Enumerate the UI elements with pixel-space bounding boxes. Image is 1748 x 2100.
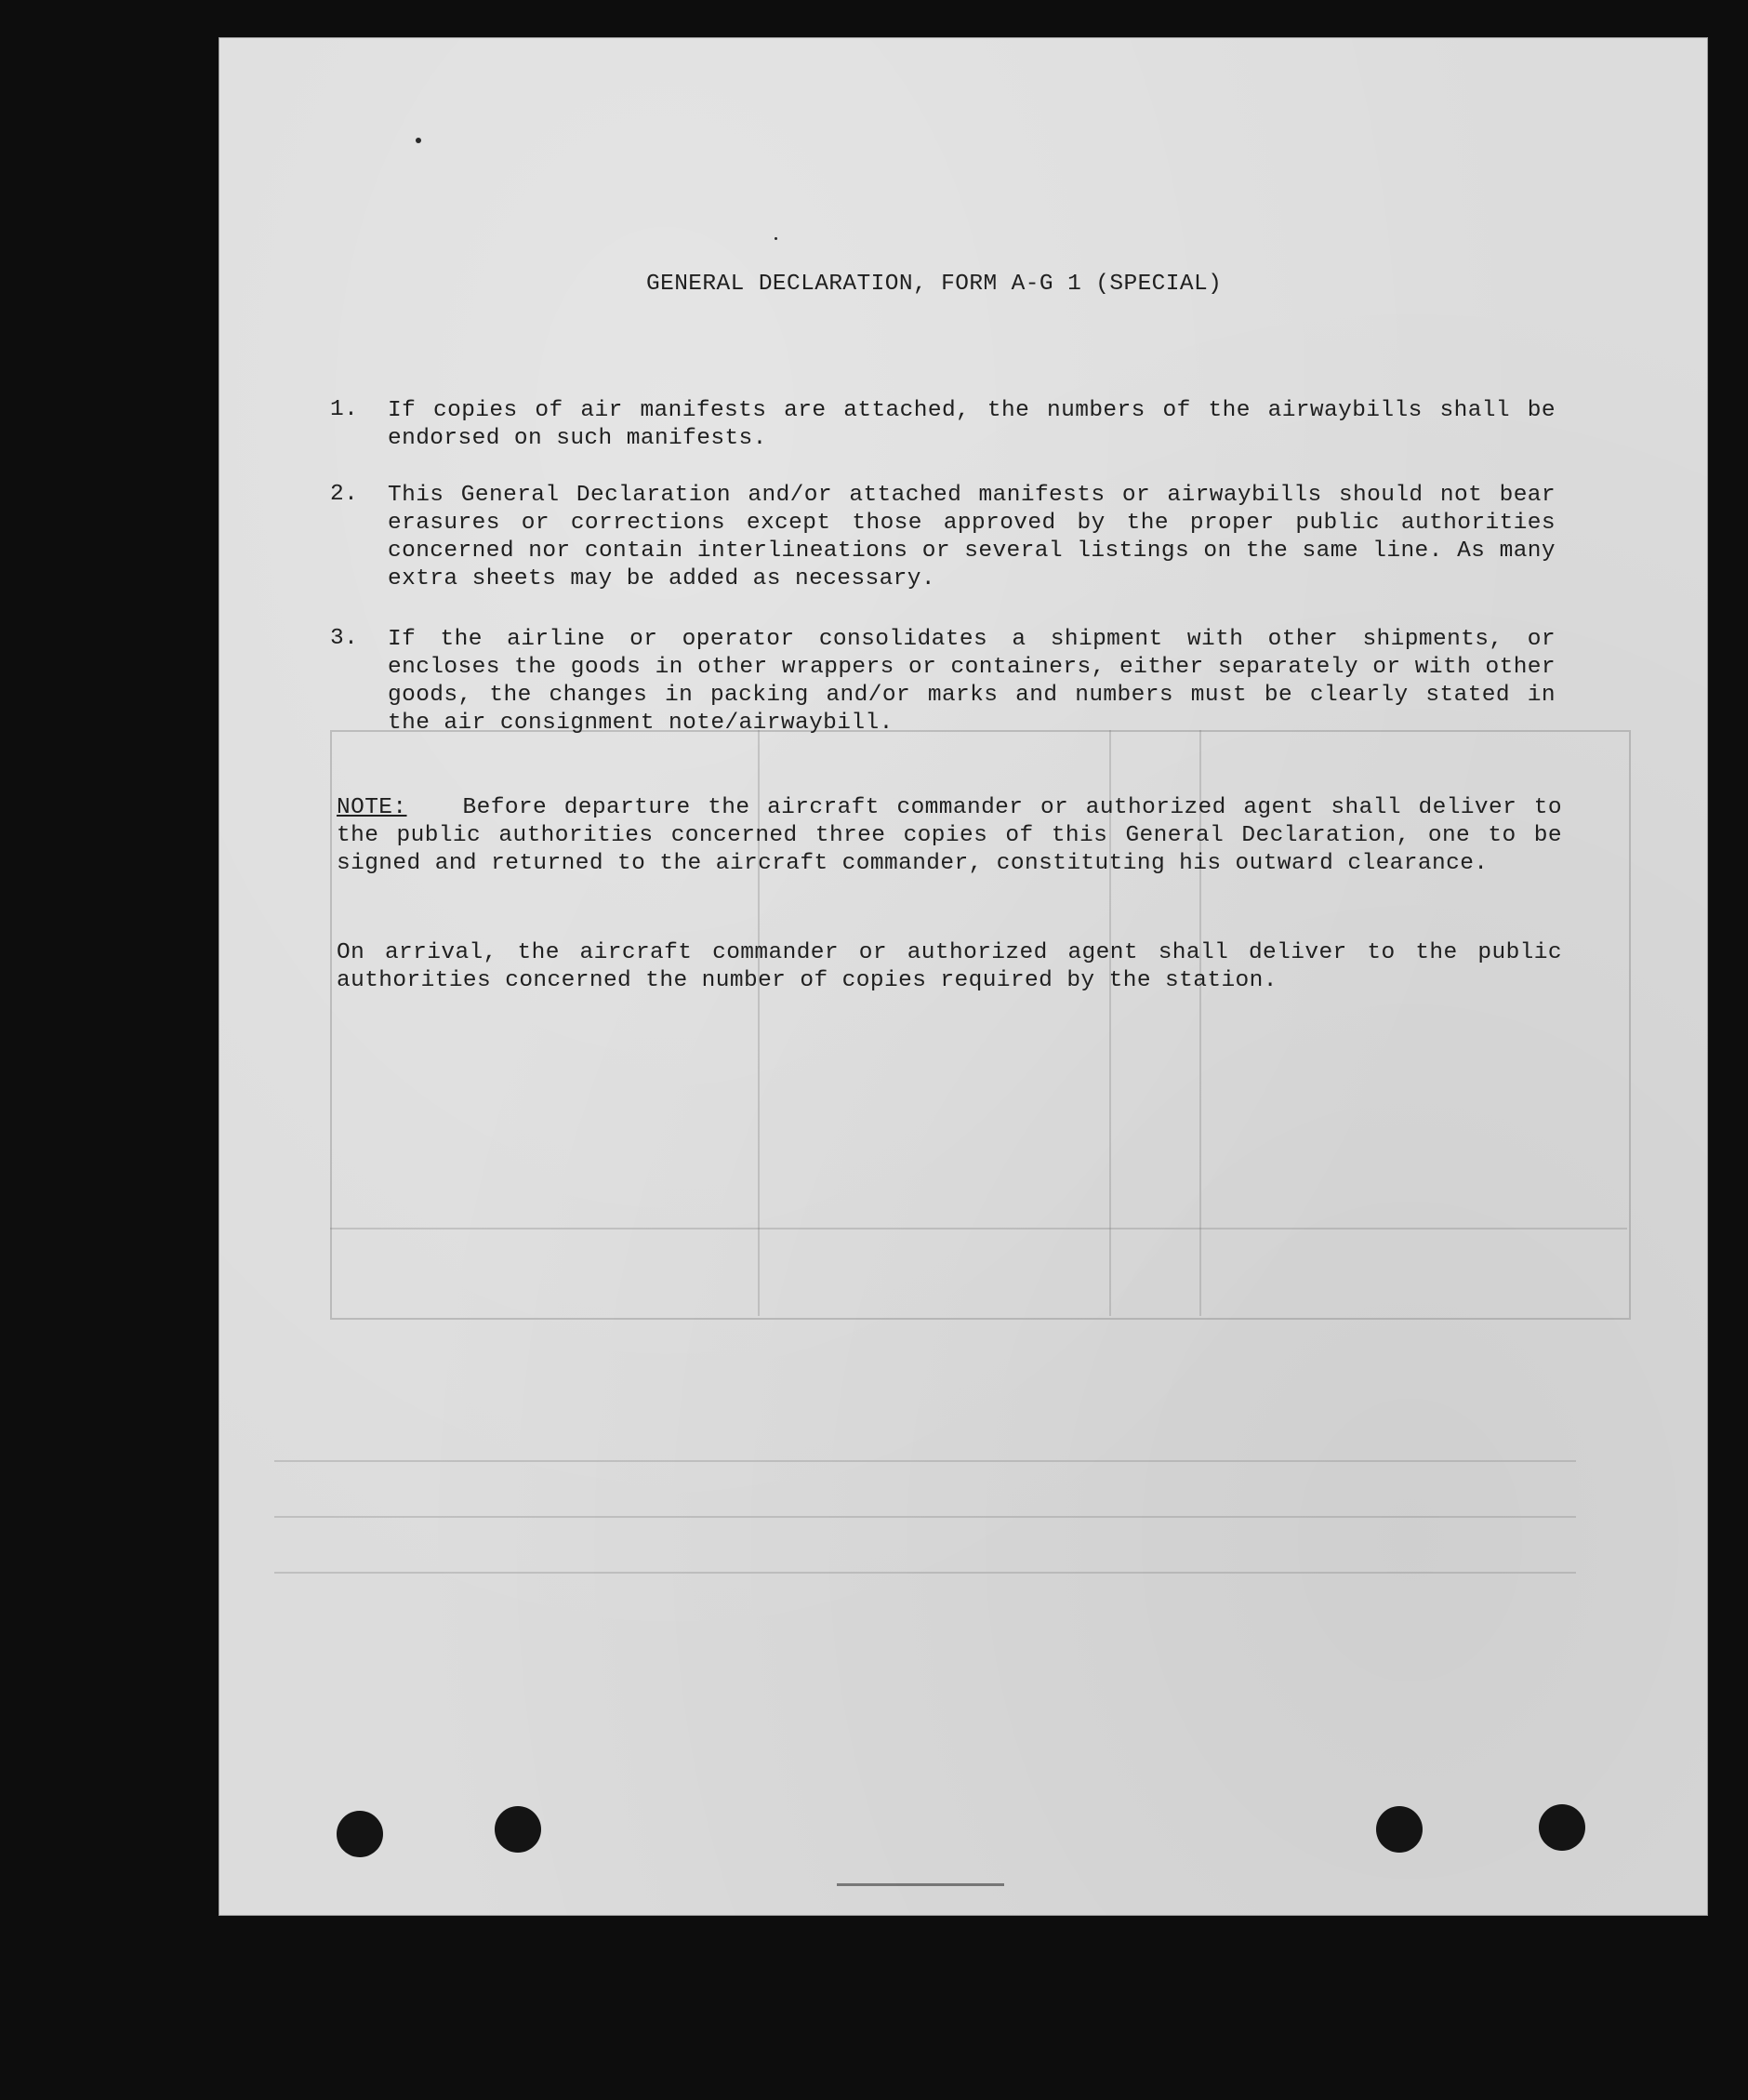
show-through-rule bbox=[274, 1460, 1576, 1462]
punch-hole bbox=[1539, 1804, 1585, 1851]
punch-hole bbox=[337, 1811, 383, 1857]
show-through-rule bbox=[274, 1572, 1576, 1574]
arrival-paragraph: On arrival, the aircraft commander or authorized agent shall deliver to the public authorities concerned the number of copies required by the station. bbox=[337, 940, 1562, 993]
item-number: 1. bbox=[330, 397, 359, 422]
show-through-rule bbox=[274, 1516, 1576, 1518]
item-number: 3. bbox=[330, 626, 359, 651]
ink-speck bbox=[416, 138, 421, 143]
note-label: NOTE: bbox=[337, 795, 407, 820]
note-text: Before departure the aircraft commander or authorized agent shall deliver to the public authorities concerned three copies of this General Declaration, one to be signed and returned to the aircraft commander, constituting his outward clearance. bbox=[337, 795, 1562, 876]
item-text: If the airline or operator consolidates a shipment with other shipments, or encloses the goods in other wrappers or containers, either separately or with other goods, the changes in packing and/or marks and numbers must be clearly stated in the air consignment note/airwaybill. bbox=[388, 627, 1556, 736]
show-through-rule bbox=[330, 1228, 1627, 1229]
item-text: If copies of air manifests are attached, the numbers of the airwaybills shall be endorsed on such manifests. bbox=[388, 398, 1556, 451]
form-title: GENERAL DECLARATION, FORM A-G 1 (SPECIAL) bbox=[646, 272, 1223, 297]
item-number: 2. bbox=[330, 482, 359, 507]
punch-hole bbox=[1376, 1806, 1423, 1853]
ink-speck bbox=[775, 237, 777, 240]
staple-mark bbox=[837, 1883, 1004, 1886]
item-text: This General Declaration and/or attached manifests or airwaybills should not bear erasures or corrections except those approved by the proper public authorities concerned nor contain interlineations or several listings on the same line. As many extra sheets may be added as necessary. bbox=[388, 483, 1556, 591]
punch-hole bbox=[495, 1806, 541, 1853]
document-page bbox=[218, 37, 1708, 1916]
note-paragraph bbox=[337, 794, 1562, 878]
